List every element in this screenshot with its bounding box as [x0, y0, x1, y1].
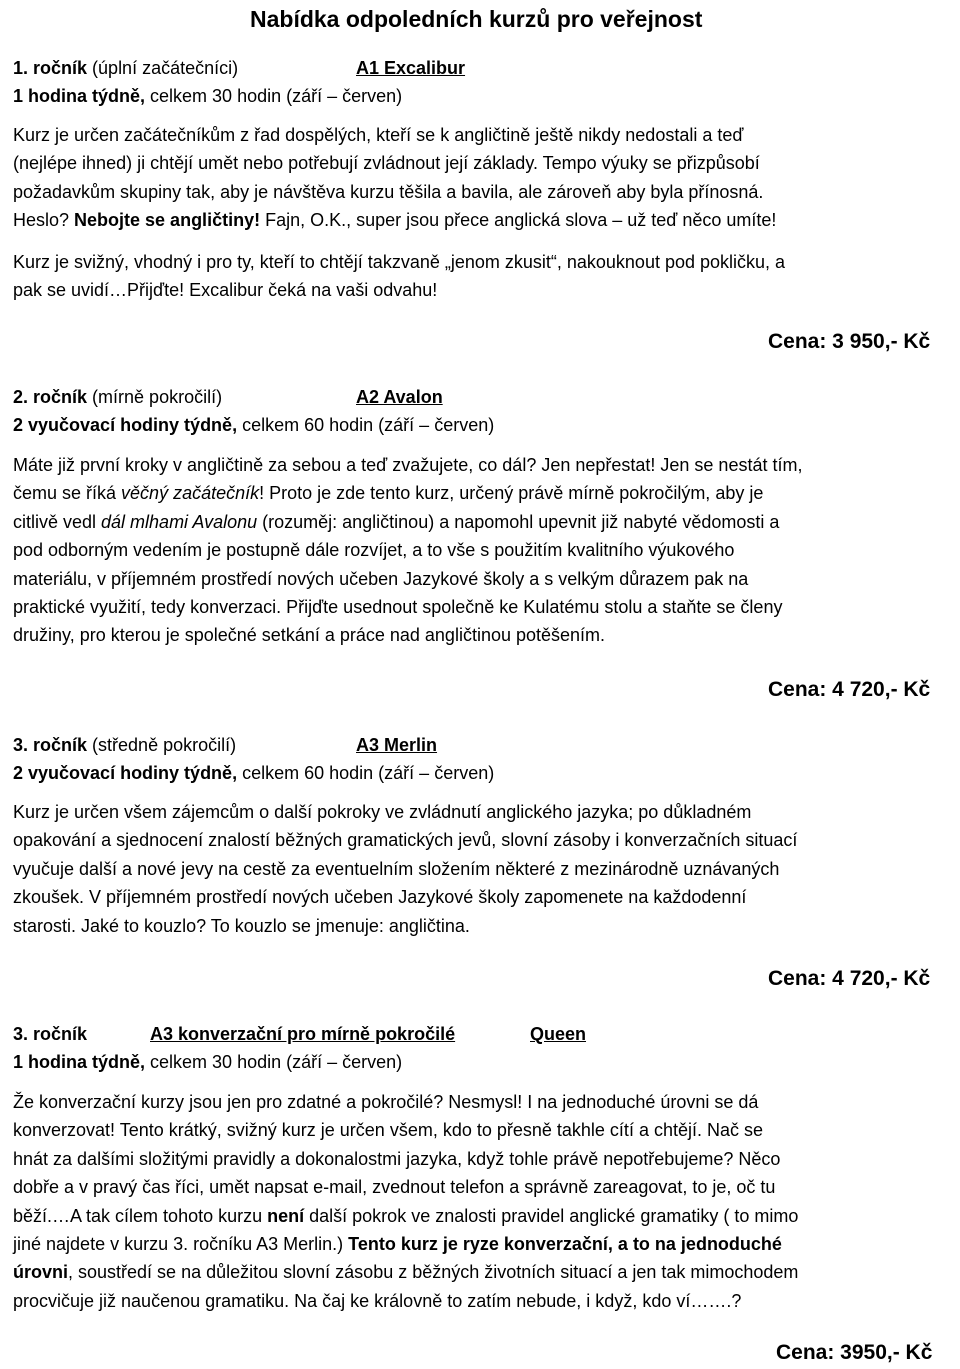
course-description	[13, 798, 948, 940]
bold-emphasis: není	[267, 1205, 305, 1226]
description-line: vyučuje další a nové jevy na cestě za eventuelním složením některé z mezinárodně uznávaných	[13, 858, 780, 879]
course-level: 3. ročník	[13, 1024, 88, 1044]
description-line: Kurz je určen začátečníkům z řad dospělých, kteří se k angličtině ještě nikdy nedostali a teď	[13, 125, 744, 145]
description-line: praktické využití, tedy konverzaci. Přijďte usednout společně ke Kulatému stolu a staňte se členy	[13, 596, 783, 617]
course-level: 1. ročník	[13, 58, 88, 78]
course-hours	[13, 759, 494, 787]
description-line: Máte již první kroky v angličtině za sebou a teď zvažujete, co dál? Jen nepřestat! Jen se nestát tím,	[13, 455, 803, 475]
course-hours-total: celkem 30 hodin (září – červen)	[150, 86, 403, 106]
description-line: Kurz je určen všem zájemcům o další pokroky ve zvládnutí anglického jazyka; po důkladném	[13, 802, 752, 822]
slogan-emphasis: Nebojte se angličtiny!	[74, 210, 261, 231]
course-hours-weekly: 2 vyučovací hodiny týdně,	[13, 763, 238, 783]
description-line: dobře a v pravý čas říci, umět napsat e-mail, zvednout telefon a správně zareagovat, to je, oč tu	[13, 1177, 776, 1198]
text-span: jiné najdete v kurzu 3. ročníku A3 Merlin.)	[13, 1233, 349, 1254]
description-line: družiny, pro kterou je společné setkání a práce nad angličtinou potěšením.	[13, 625, 606, 646]
course-level: 3. ročník	[13, 735, 88, 755]
description-line	[13, 479, 948, 507]
text-span: Fajn, O.K., super jsou přece anglická slova – už teď něco umíte!	[260, 210, 777, 231]
description-line: pak se uvidí…Přijďte! Excalibur čeká na vaši odvahu!	[13, 280, 438, 301]
page-title: Nabídka odpoledních kurzů pro veřejnost	[250, 6, 703, 32]
text-span: , soustředí se na důležitou slovní zásobu z běžných životních situací a jen tak mimochodem	[68, 1262, 799, 1283]
course-price: Cena: 3 950,- Kč	[768, 330, 931, 353]
course-code: A3 Merlin	[356, 735, 438, 755]
course-hours-total: celkem 30 hodin (září – červen)	[150, 1052, 403, 1072]
course-hours-total: celkem 60 hodin (září – červen)	[242, 415, 495, 435]
description-line: Že konverzační kurzy jsou jen pro zdatné a pokročilé? Nesmysl! I na jednoduché úrovni se dá	[13, 1092, 759, 1112]
course-hours-weekly: 1 hodina týdně,	[13, 1052, 146, 1072]
course-hours-weekly: 1 hodina týdně,	[13, 86, 146, 106]
description-line: opakování a sjednocení znalostí běžných gramatických jevů, slovní zásoby i konverzačních situací	[13, 830, 798, 851]
description-line: starosti. Jaké to kouzlo? To kouzlo se jmenuje: angličtina.	[13, 915, 470, 936]
description-line: konverzovat! Tento krátký, svižný kurz je určen všem, kdo to přesně takhle cítí a chtějí. Nač se	[13, 1120, 763, 1141]
course-hours	[13, 1048, 402, 1076]
course-hours	[13, 411, 494, 439]
text-span: ! Proto je zde tento kurz, určený právě mírně pokročilým, aby je	[259, 483, 764, 504]
text-span: Heslo?	[13, 210, 75, 231]
course-level-line	[13, 731, 236, 759]
text-span: další pokrok ve znalosti pravidel anglické gramatiky ( to mimo	[304, 1205, 799, 1226]
description-line: zkoušek. V příjemném prostředí nových učeben Jazykové školy zapomenete na každodenní	[13, 887, 747, 908]
italic-phrase: dál mlhami Avalonu	[101, 511, 258, 532]
course-price: Cena: 4 720,- Kč	[768, 678, 931, 701]
course-description-2	[13, 248, 948, 305]
course-level-desc: (úplní začátečníci)	[92, 58, 239, 78]
course-code: A2 Avalon	[356, 387, 443, 407]
course-description	[13, 121, 948, 235]
description-line: požadavkům skupiny tak, aby je návštěva kurzu těšila a bavila, ale zároveň aby byla přínosná.	[13, 181, 764, 202]
course-description	[13, 451, 948, 650]
description-line	[13, 206, 948, 234]
course-level-desc: (středně pokročilí)	[92, 735, 237, 755]
bold-emphasis: úrovni	[13, 1262, 69, 1283]
course-code: A3 konverzační pro mírně pokročilé	[150, 1024, 456, 1044]
description-line	[13, 1230, 948, 1258]
course-level-line	[13, 383, 222, 411]
course-hours-total: celkem 60 hodin (září – červen)	[242, 763, 495, 783]
course-hours	[13, 82, 402, 110]
description-line: (nejlépe ihned) ji chtějí umět nebo potřebují zvládnout její základy. Tempo výuky se přizpůsobí	[13, 153, 760, 174]
description-line	[13, 1258, 948, 1286]
italic-phrase: věčný začátečník	[121, 483, 260, 504]
description-line: Kurz je svižný, vhodný i pro ty, kteří to chtějí takzvaně „jenom zkusit“, nakouknout pod pokličku, a	[13, 252, 786, 272]
course-code-name: Queen	[530, 1024, 587, 1044]
description-line: hnát za dalšími složitými pravidly a dokonalostmi jazyka, když tohle právě nepotřebujeme? Něco	[13, 1148, 781, 1169]
description-line: pod odborným vedením je postupně dále rozvíjet, a to vše s použitím kvalitního výukového	[13, 540, 735, 561]
course-price: Cena: 3950,- Kč	[776, 1341, 933, 1364]
text-span: čemu se říká	[13, 483, 122, 504]
description-line	[13, 1202, 948, 1230]
text-span: citlivě vedl	[13, 511, 102, 532]
description-line: procvičuje již naučenou gramatiku. Na čaj ke královně to zatím nebude, i když, kdo ví…….?	[13, 1290, 742, 1311]
text-span: běží.…A tak cílem tohoto kurzu	[13, 1205, 268, 1226]
text-span: (rozuměj: angličtinou) a napomohl upevnit již nabyté vědomosti a	[257, 511, 780, 532]
course-level: 2. ročník	[13, 387, 88, 407]
course-price: Cena: 4 720,- Kč	[768, 967, 931, 990]
description-line: materiálu, v příjemném prostředí nových učeben Jazykové školy a s velkým důrazem pak na	[13, 568, 749, 589]
course-level-line	[13, 54, 238, 82]
description-line	[13, 508, 948, 536]
bold-emphasis: Tento kurz je ryze konverzační, a to na jednoduché	[348, 1233, 782, 1254]
course-hours-weekly: 2 vyučovací hodiny týdně,	[13, 415, 238, 435]
course-code: A1 Excalibur	[356, 58, 466, 78]
course-description	[13, 1088, 948, 1315]
course-level-desc: (mírně pokročilí)	[92, 387, 223, 407]
